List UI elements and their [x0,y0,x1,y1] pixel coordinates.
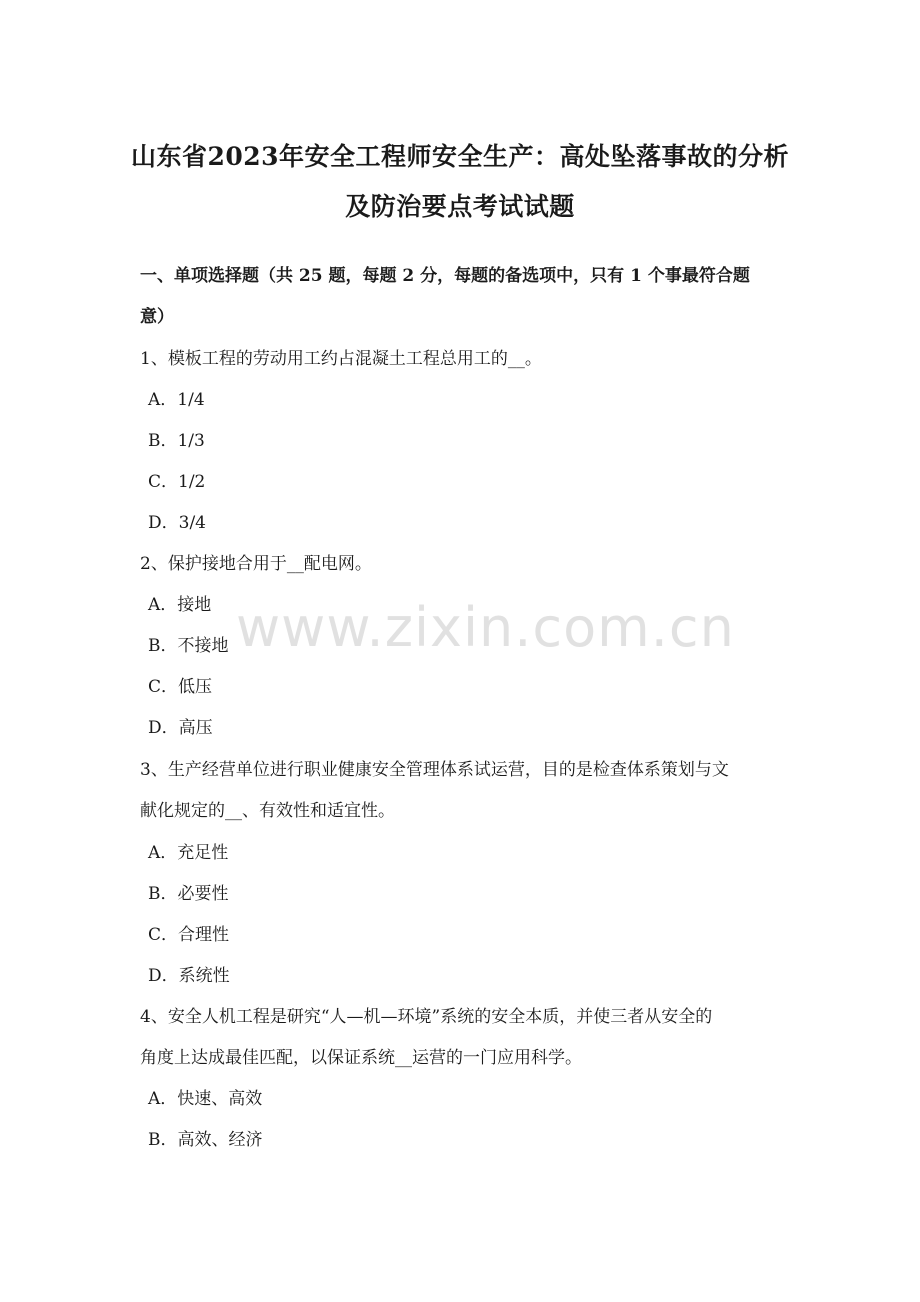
section-heading-line-2: 意） [140,307,174,327]
question-4-option-b: B．高效、经济 [148,1130,263,1150]
section-heading-line-1: 一、单项选择题（共 25 题，每题 2 分，每题的备选项中，只有 1 个事最符合题 [140,266,750,286]
question-1-option-c: C．1/2 [148,472,206,492]
question-4-stem-line-1: 4、安全人机工程是研究“人—机—环境”系统的安全本质，并使三者从安全的 [140,1007,713,1027]
question-3-option-d: D．系统性 [148,966,230,986]
question-3-stem-line-2: 献化规定的__、有效性和适宜性。 [140,801,395,821]
question-3-option-b: B．必要性 [148,884,229,904]
question-3-option-a: A．充足性 [148,843,229,863]
watermark: www.zixin.com.cn [236,596,735,659]
question-4-option-a: A．快速、高效 [148,1089,263,1109]
question-2-stem: 2、保护接地合用于__配电网。 [140,554,372,574]
document-title [120,132,800,232]
question-3-option-c: C．合理性 [148,925,230,945]
question-2-option-a: A．接地 [148,595,212,615]
title-line-1: 山东省2023年安全工程师安全生产：高处坠落事故的分析 [130,142,790,171]
question-2-option-d: D．高压 [148,718,213,738]
question-1-stem: 1、模板工程的劳动用工约占混凝土工程总用工的__。 [140,349,542,369]
question-3-stem-line-1: 3、生产经营单位进行职业健康安全管理体系试运营，目的是检查体系策划与文 [140,760,729,780]
title-line-2: 及防治要点考试试题 [345,192,575,221]
question-4-stem-line-2: 角度上达成最佳匹配，以保证系统__运营的一门应用科学。 [140,1048,582,1068]
question-1-option-b: B．1/3 [148,431,205,451]
question-1-option-d: D．3/4 [148,513,206,533]
question-2-option-c: C．低压 [148,677,213,697]
question-2-option-b: B．不接地 [148,636,229,656]
question-1-option-a: A．1/4 [148,390,205,410]
